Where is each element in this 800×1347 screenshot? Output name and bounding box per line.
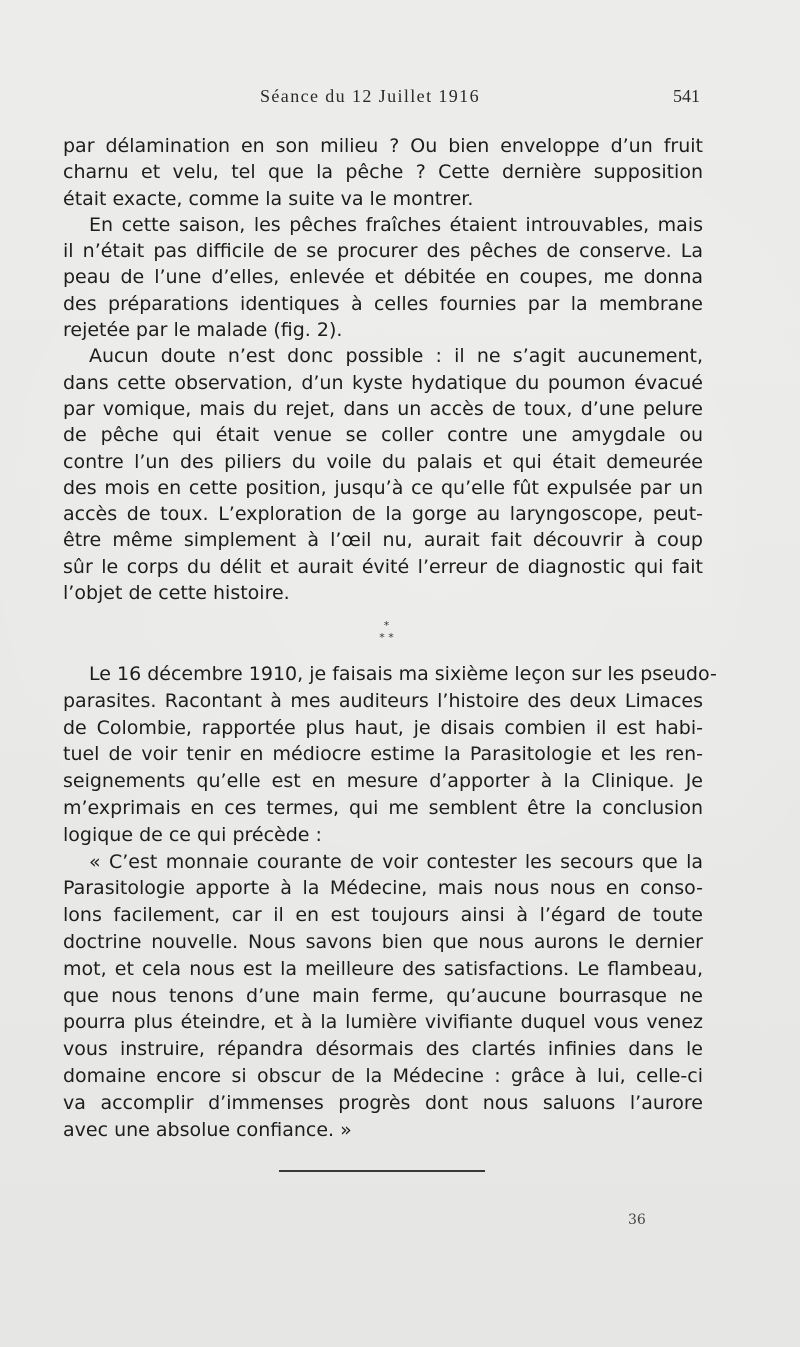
asterism-bottom: * * (379, 631, 394, 644)
body-text-bottom (63, 661, 717, 1143)
asterism-top: * (383, 619, 390, 632)
text-line: mot, et cela nous est la meilleure des satisfactions. Le flambeau, (63, 957, 703, 980)
text-line: rejetée par le malade (fig. 2). (63, 319, 343, 342)
text-line: pourra plus éteindre, et à la lumière vivifiante duquel vous venez (63, 1011, 703, 1034)
text-line: vous instruire, répandra désormais des clartés infinies dans le (63, 1038, 703, 1061)
text-line: Le 16 décembre 1910, je faisais ma sixième leçon sur les pseudo- (89, 663, 717, 685)
text-line: était exacte, comme la suite va le montrer. (63, 187, 474, 210)
text-line: doctrine nouvelle. Nous savons bien que nous aurons le dernier (63, 930, 703, 953)
text-line: par délamination en son milieu ? Ou bien enveloppe d’un fruit (63, 135, 703, 157)
body-text-top (63, 133, 703, 606)
text-line: « C’est monnaie courante de voir contester les secours que la (89, 850, 703, 873)
text-line: domaine encore si obscur de la Médecine : grâce à lui, celle-ci (63, 1064, 703, 1087)
text-line: que nous tenons d’une main ferme, qu’aucune bourrasque ne (63, 984, 703, 1007)
text-line: charnu et velu, tel que la pêche ? Cette dernière supposition (63, 161, 703, 184)
text-line: avec une absolue confiance. » (63, 1118, 352, 1141)
closing-rule (279, 1170, 485, 1172)
text-line: va accomplir d’immenses progrès dont nous saluons l’aurore (63, 1091, 703, 1114)
text-line: Aucun doute n’est donc possible : il ne s’agit aucunement, (89, 345, 703, 368)
text-line: il n’était pas difficile de se procurer des pêches de conserve. La (63, 240, 703, 263)
text-line: peau de l’une d’elles, enlevée et débitée en coupes, me donna (63, 266, 703, 289)
text-line: parasites. Racontant à mes auditeurs l’histoire des deux Limaces (63, 689, 703, 712)
text-line: contre l’un des piliers du voile du palais et qui était demeurée (63, 450, 703, 473)
text-line: accès de toux. L’exploration de la gorge au laryngoscope, peut- (63, 503, 703, 526)
text-line: sûr le corps du délit et aurait évité l’erreur de diagnostic qui fait (63, 555, 703, 578)
text-line: dans cette observation, d’un kyste hydatique du poumon évacué (63, 371, 703, 394)
text-line: lons facilement, car il en est toujours ainsi à l’égard de toute (63, 904, 703, 927)
text-line: l’objet de cette histoire. (63, 582, 290, 605)
text-line: des préparations identiques à celles fournies par la membrane (63, 292, 703, 315)
text-line: être même simplement à l’œil nu, aurait fait découvrir à coup (63, 529, 703, 552)
text-line: de pêche qui était venue se coller contre une amygdale ou (63, 424, 703, 447)
text-line: de Colombie, rapportée plus haut, je disais combien il est habi- (63, 716, 703, 739)
text-line: Parasitologie apporte à la Médecine, mais nous nous en conso- (63, 877, 703, 900)
text-line: par vomique, mais du rejet, dans un accès de toux, d’une pelure (63, 397, 703, 420)
text-line: logique de ce qui précède : (63, 823, 322, 846)
text-line: En cette saison, les pêches fraîches étaient introuvables, mais (89, 213, 703, 236)
text-line: seignements qu’elle est en mesure d’apporter à la Clinique. Je (63, 770, 703, 793)
text-line: tuel de voir tenir en médiocre estime la Parasitologie et les ren- (63, 743, 703, 766)
text-line: m’exprimais en ces termes, qui me semblent être la conclusion (63, 796, 703, 819)
text-line: des mois en cette position, jusqu’à ce qu’elle fût expulsée par un (63, 476, 703, 499)
section-asterism (0, 620, 773, 644)
running-title: Séance du 12 Juillet 1916 (260, 86, 480, 106)
page-header (0, 86, 800, 116)
signature-mark: 36 (628, 1212, 646, 1228)
page-number: 541 (673, 86, 700, 106)
